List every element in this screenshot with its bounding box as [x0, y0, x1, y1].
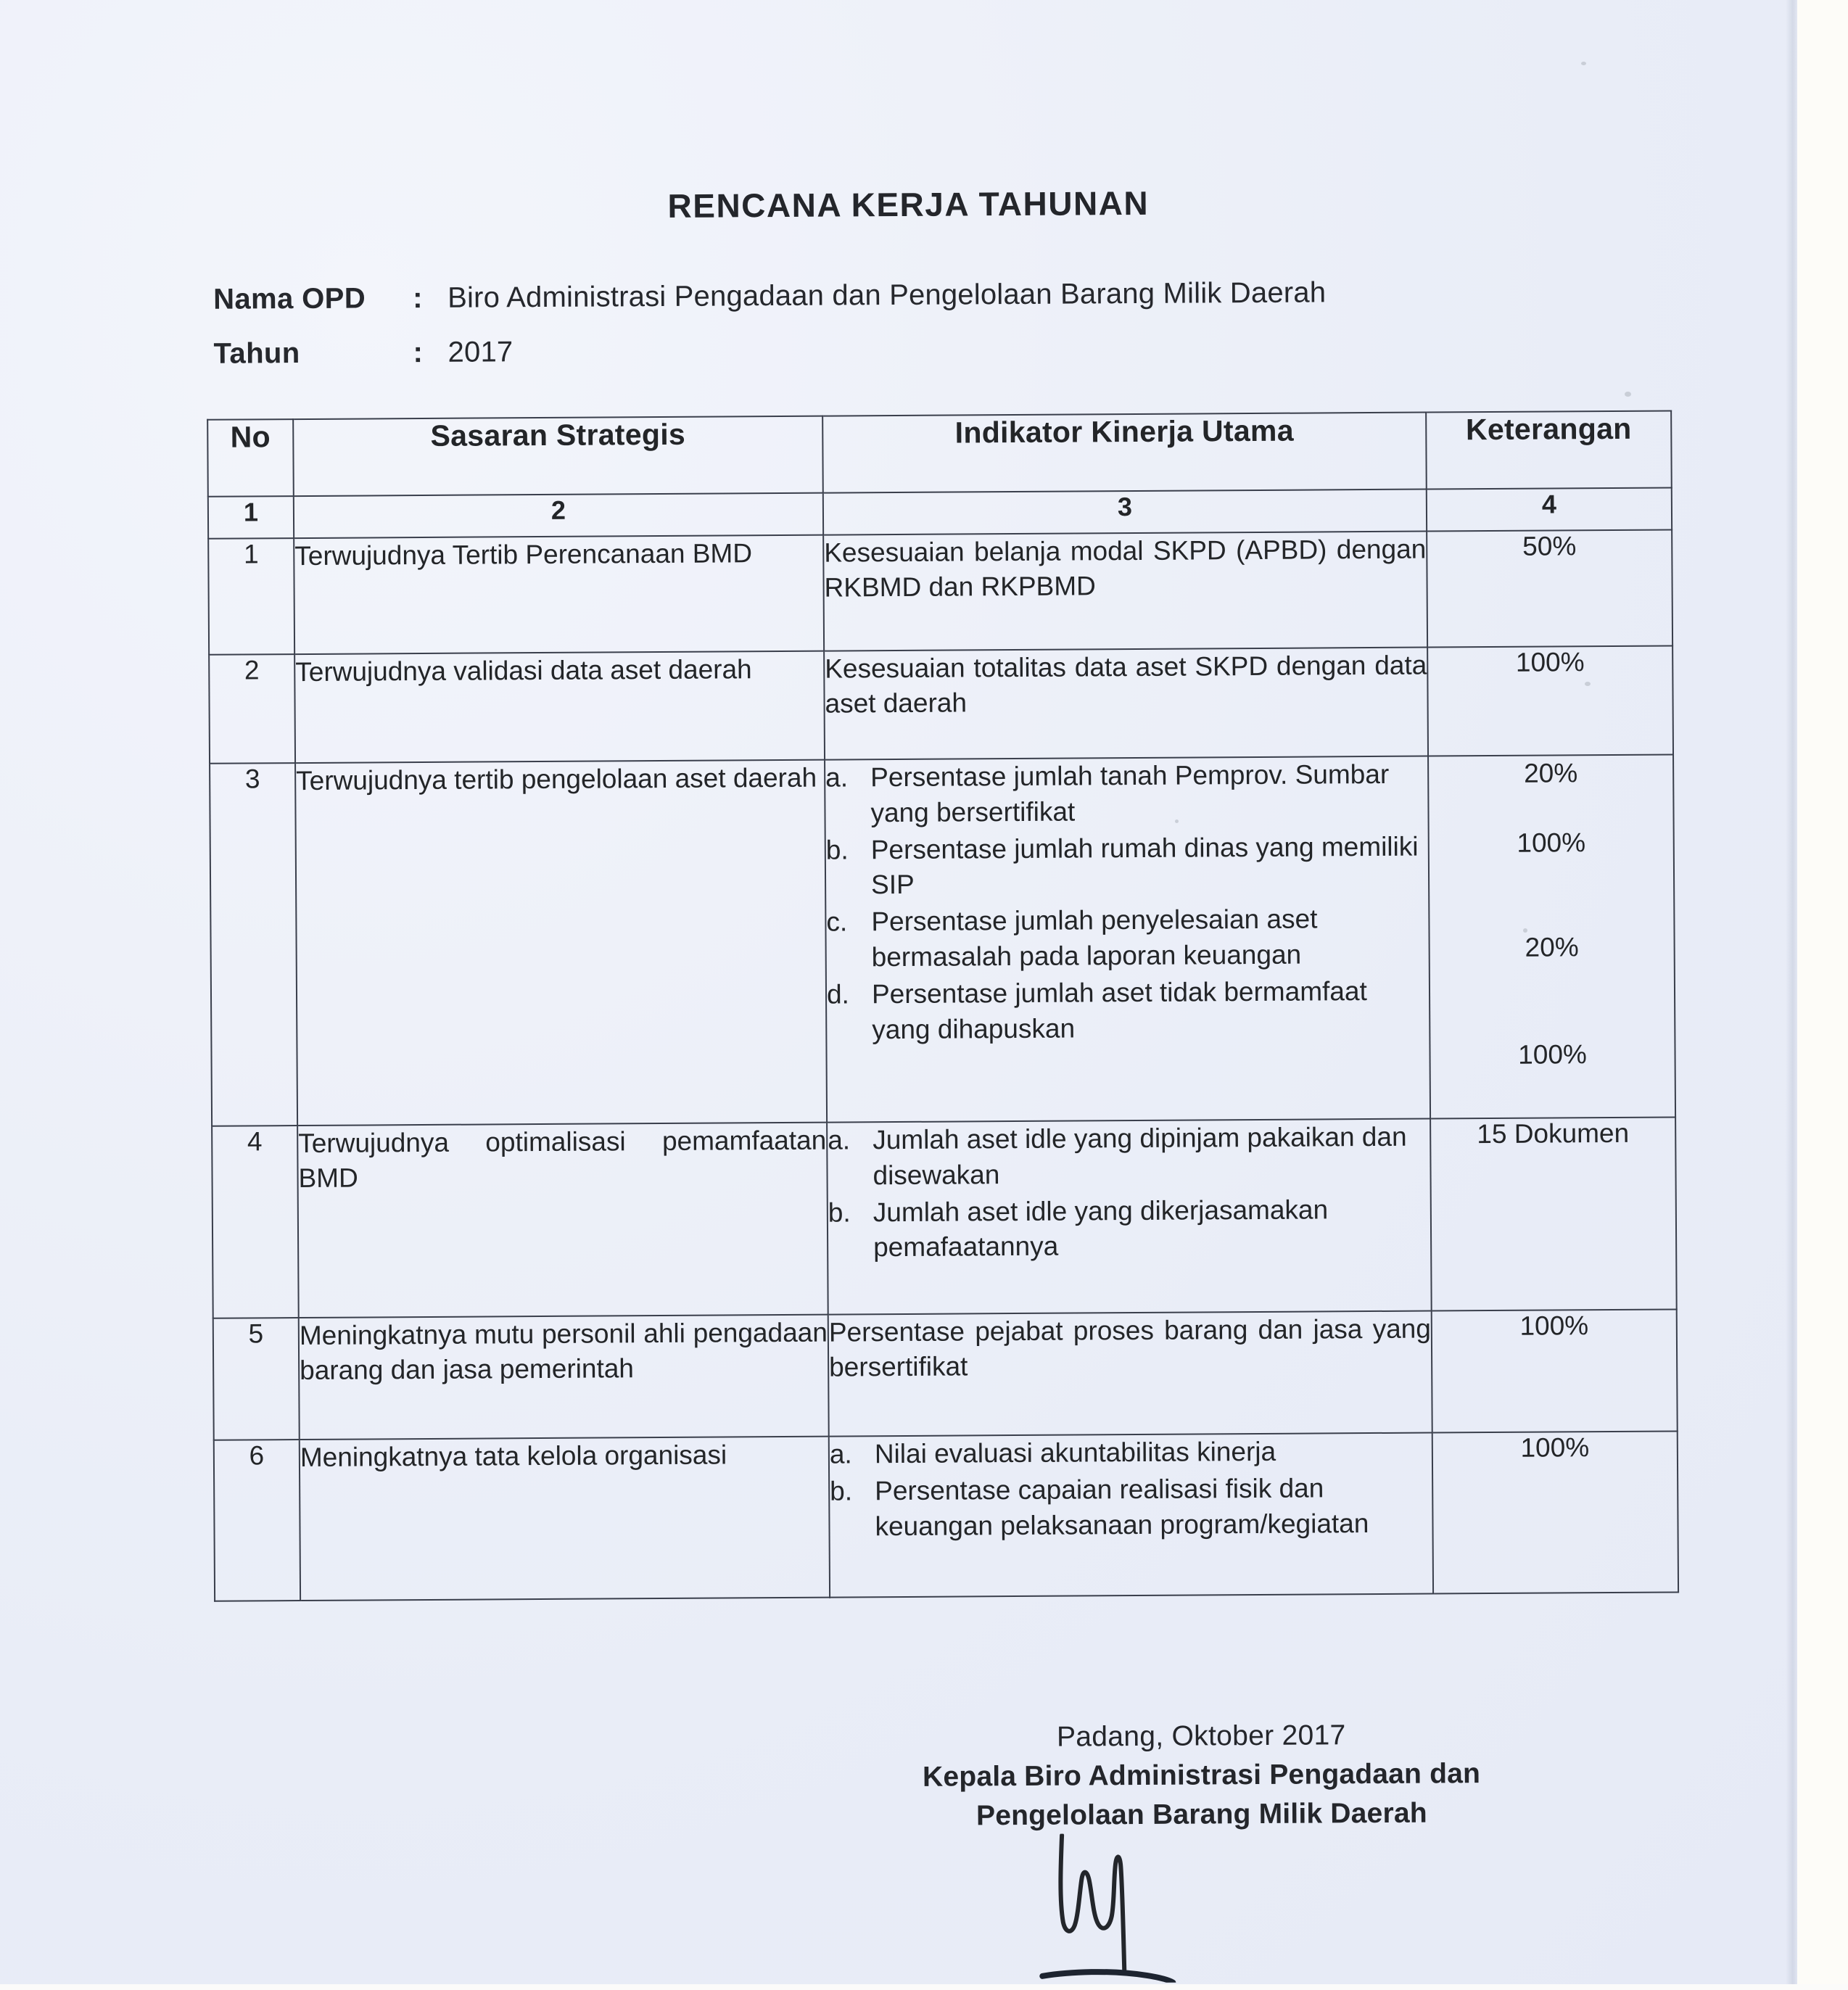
list-marker: d.: [826, 979, 850, 1010]
list-item: [826, 829, 1429, 904]
cell-indikator-kinerja-utama: Persentase pejabat proses barang dan jasa yang bersertifikat: [828, 1311, 1432, 1437]
cell-sasaran-strategis: Terwujudnya Tertib Perencanaan BMD: [294, 535, 824, 654]
handwritten-signature: [1017, 1833, 1206, 1983]
list-item-text: Jumlah aset idle yang dikerjasamakan pemafaatannya: [873, 1194, 1329, 1263]
signature-place-date: Padang, Oktober 2017: [1056, 1719, 1346, 1753]
cell-sasaran-strategis: Meningkatnya tata kelola organisasi: [300, 1437, 830, 1601]
row-number: 1: [208, 538, 294, 655]
keterangan-stack: [1429, 755, 1675, 1073]
cell-keterangan: 15 Dokumen: [1430, 1117, 1677, 1310]
page-title: RENCANA KERJA TAHUNAN: [667, 183, 1150, 225]
cell-sasaran-strategis: Terwujudnya validasi data aset daerah: [294, 651, 825, 763]
list-item-text: Persentase jumlah aset tidak bermamfaat yang dihapuskan: [871, 976, 1367, 1045]
table-row: [212, 1117, 1677, 1318]
signature-block: [838, 1718, 1564, 1833]
keterangan-value: 20%: [1524, 758, 1578, 788]
cell-sasaran-strategis: Terwujudnya optimalisasi pemamfaatan BMD: [297, 1123, 828, 1318]
column-number-2: 2: [294, 493, 823, 538]
column-header-indikator-kinerja-utama: Indikator Kinerja Utama: [822, 413, 1427, 493]
indikator-sublist: [830, 1434, 1432, 1545]
list-item: [830, 1434, 1432, 1473]
column-number-3: 3: [823, 490, 1427, 535]
table-row: [210, 754, 1675, 1126]
column-number-1: 1: [208, 496, 294, 539]
cell-keterangan: 100%: [1432, 1431, 1678, 1593]
list-marker: c.: [826, 907, 848, 937]
table-row: [208, 529, 1672, 654]
indikator-sublist: [828, 1120, 1430, 1266]
meta-colon: :: [413, 336, 424, 369]
list-item: [828, 1192, 1431, 1266]
list-item: [828, 1120, 1430, 1194]
cell-keterangan: 100%: [1427, 645, 1673, 756]
table-row: [213, 1309, 1678, 1440]
row-number: 6: [214, 1440, 300, 1601]
row-number: 2: [209, 654, 295, 764]
column-header-no: No: [207, 419, 294, 497]
cell-keterangan: 100%: [1432, 1309, 1678, 1432]
list-marker: b.: [828, 1197, 851, 1228]
meta-label-nama-opd: Nama OPD: [213, 282, 366, 315]
list-marker: a.: [825, 762, 849, 793]
list-item-text: Jumlah aset idle yang dipinjam pakaikan dan disewakan: [873, 1121, 1407, 1191]
keterangan-value: 20%: [1525, 932, 1579, 962]
cell-keterangan: 50%: [1427, 529, 1672, 647]
list-item-text: Nilai evaluasi akuntabilitas kinerja: [874, 1436, 1276, 1469]
cell-indikator-kinerja-utama: [825, 756, 1430, 1123]
list-item: [830, 1470, 1432, 1545]
row-number: 3: [210, 763, 297, 1126]
list-item-text: Persentase jumlah rumah dinas yang memiliki SIP: [870, 831, 1419, 900]
table-row: [209, 645, 1673, 763]
table-row: [214, 1431, 1678, 1601]
list-item-text: Persentase jumlah penyelesaian aset bermasalah pada laporan keuangan: [871, 904, 1318, 973]
scanner-background: [1797, 0, 1848, 1984]
column-header-sasaran-strategis: Sasaran Strategis: [293, 416, 823, 496]
signature-title-line-2: Pengelolaan Barang Milik Daerah: [975, 1797, 1427, 1832]
keterangan-value: 100%: [1518, 1039, 1587, 1070]
list-item-text: Persentase jumlah tanah Pemprov. Sumbar yang bersertifikat: [870, 759, 1390, 828]
cell-sasaran-strategis: Meningkatnya mutu personil ahli pengadaan barang dan jasa pemerintah: [299, 1315, 829, 1440]
cell-indikator-kinerja-utama: Kesesuaian belanja modal SKPD (APBD) dengan RKBMD dan RKPBMD: [823, 532, 1427, 651]
signature-title-line-1: Kepala Biro Administrasi Pengadaan dan: [922, 1758, 1481, 1793]
list-marker: b.: [825, 835, 849, 865]
rencana-kerja-table: [207, 410, 1679, 1601]
list-item: [826, 901, 1429, 976]
table-header-row: [207, 410, 1672, 496]
list-marker: a.: [829, 1439, 852, 1469]
list-item-text: Persentase capaian realisasi fisik dan keuangan pelaksanaan program/kegiatan: [875, 1473, 1369, 1541]
meta-row-nama-opd: [213, 276, 1326, 315]
list-marker: a.: [828, 1125, 851, 1155]
row-number: 4: [212, 1126, 299, 1318]
cell-keterangan: [1428, 754, 1675, 1118]
list-marker: b.: [830, 1476, 853, 1506]
indikator-sublist: [825, 757, 1429, 1049]
list-item: [825, 757, 1428, 832]
meta-label-tahun: Tahun: [213, 337, 300, 370]
column-number-4: 4: [1427, 487, 1672, 531]
cell-sasaran-strategis: Terwujudnya tertib pengelolaan aset daerah: [295, 760, 827, 1126]
list-item: [827, 974, 1430, 1049]
cell-indikator-kinerja-utama: Kesesuaian totalitas data aset SKPD dengan data aset daerah: [824, 648, 1428, 760]
meta-row-tahun: [213, 336, 513, 371]
meta-value-tahun: 2017: [447, 336, 513, 368]
keterangan-value: 100%: [1517, 827, 1586, 858]
meta-colon: :: [413, 281, 423, 315]
column-header-keterangan: Keterangan: [1426, 410, 1672, 489]
cell-indikator-kinerja-utama: [827, 1119, 1432, 1315]
meta-value-nama-opd: Biro Administrasi Pengadaan dan Pengelolaan Barang Milik Daerah: [447, 276, 1327, 314]
cell-indikator-kinerja-utama: [829, 1433, 1433, 1598]
row-number: 5: [213, 1318, 300, 1440]
